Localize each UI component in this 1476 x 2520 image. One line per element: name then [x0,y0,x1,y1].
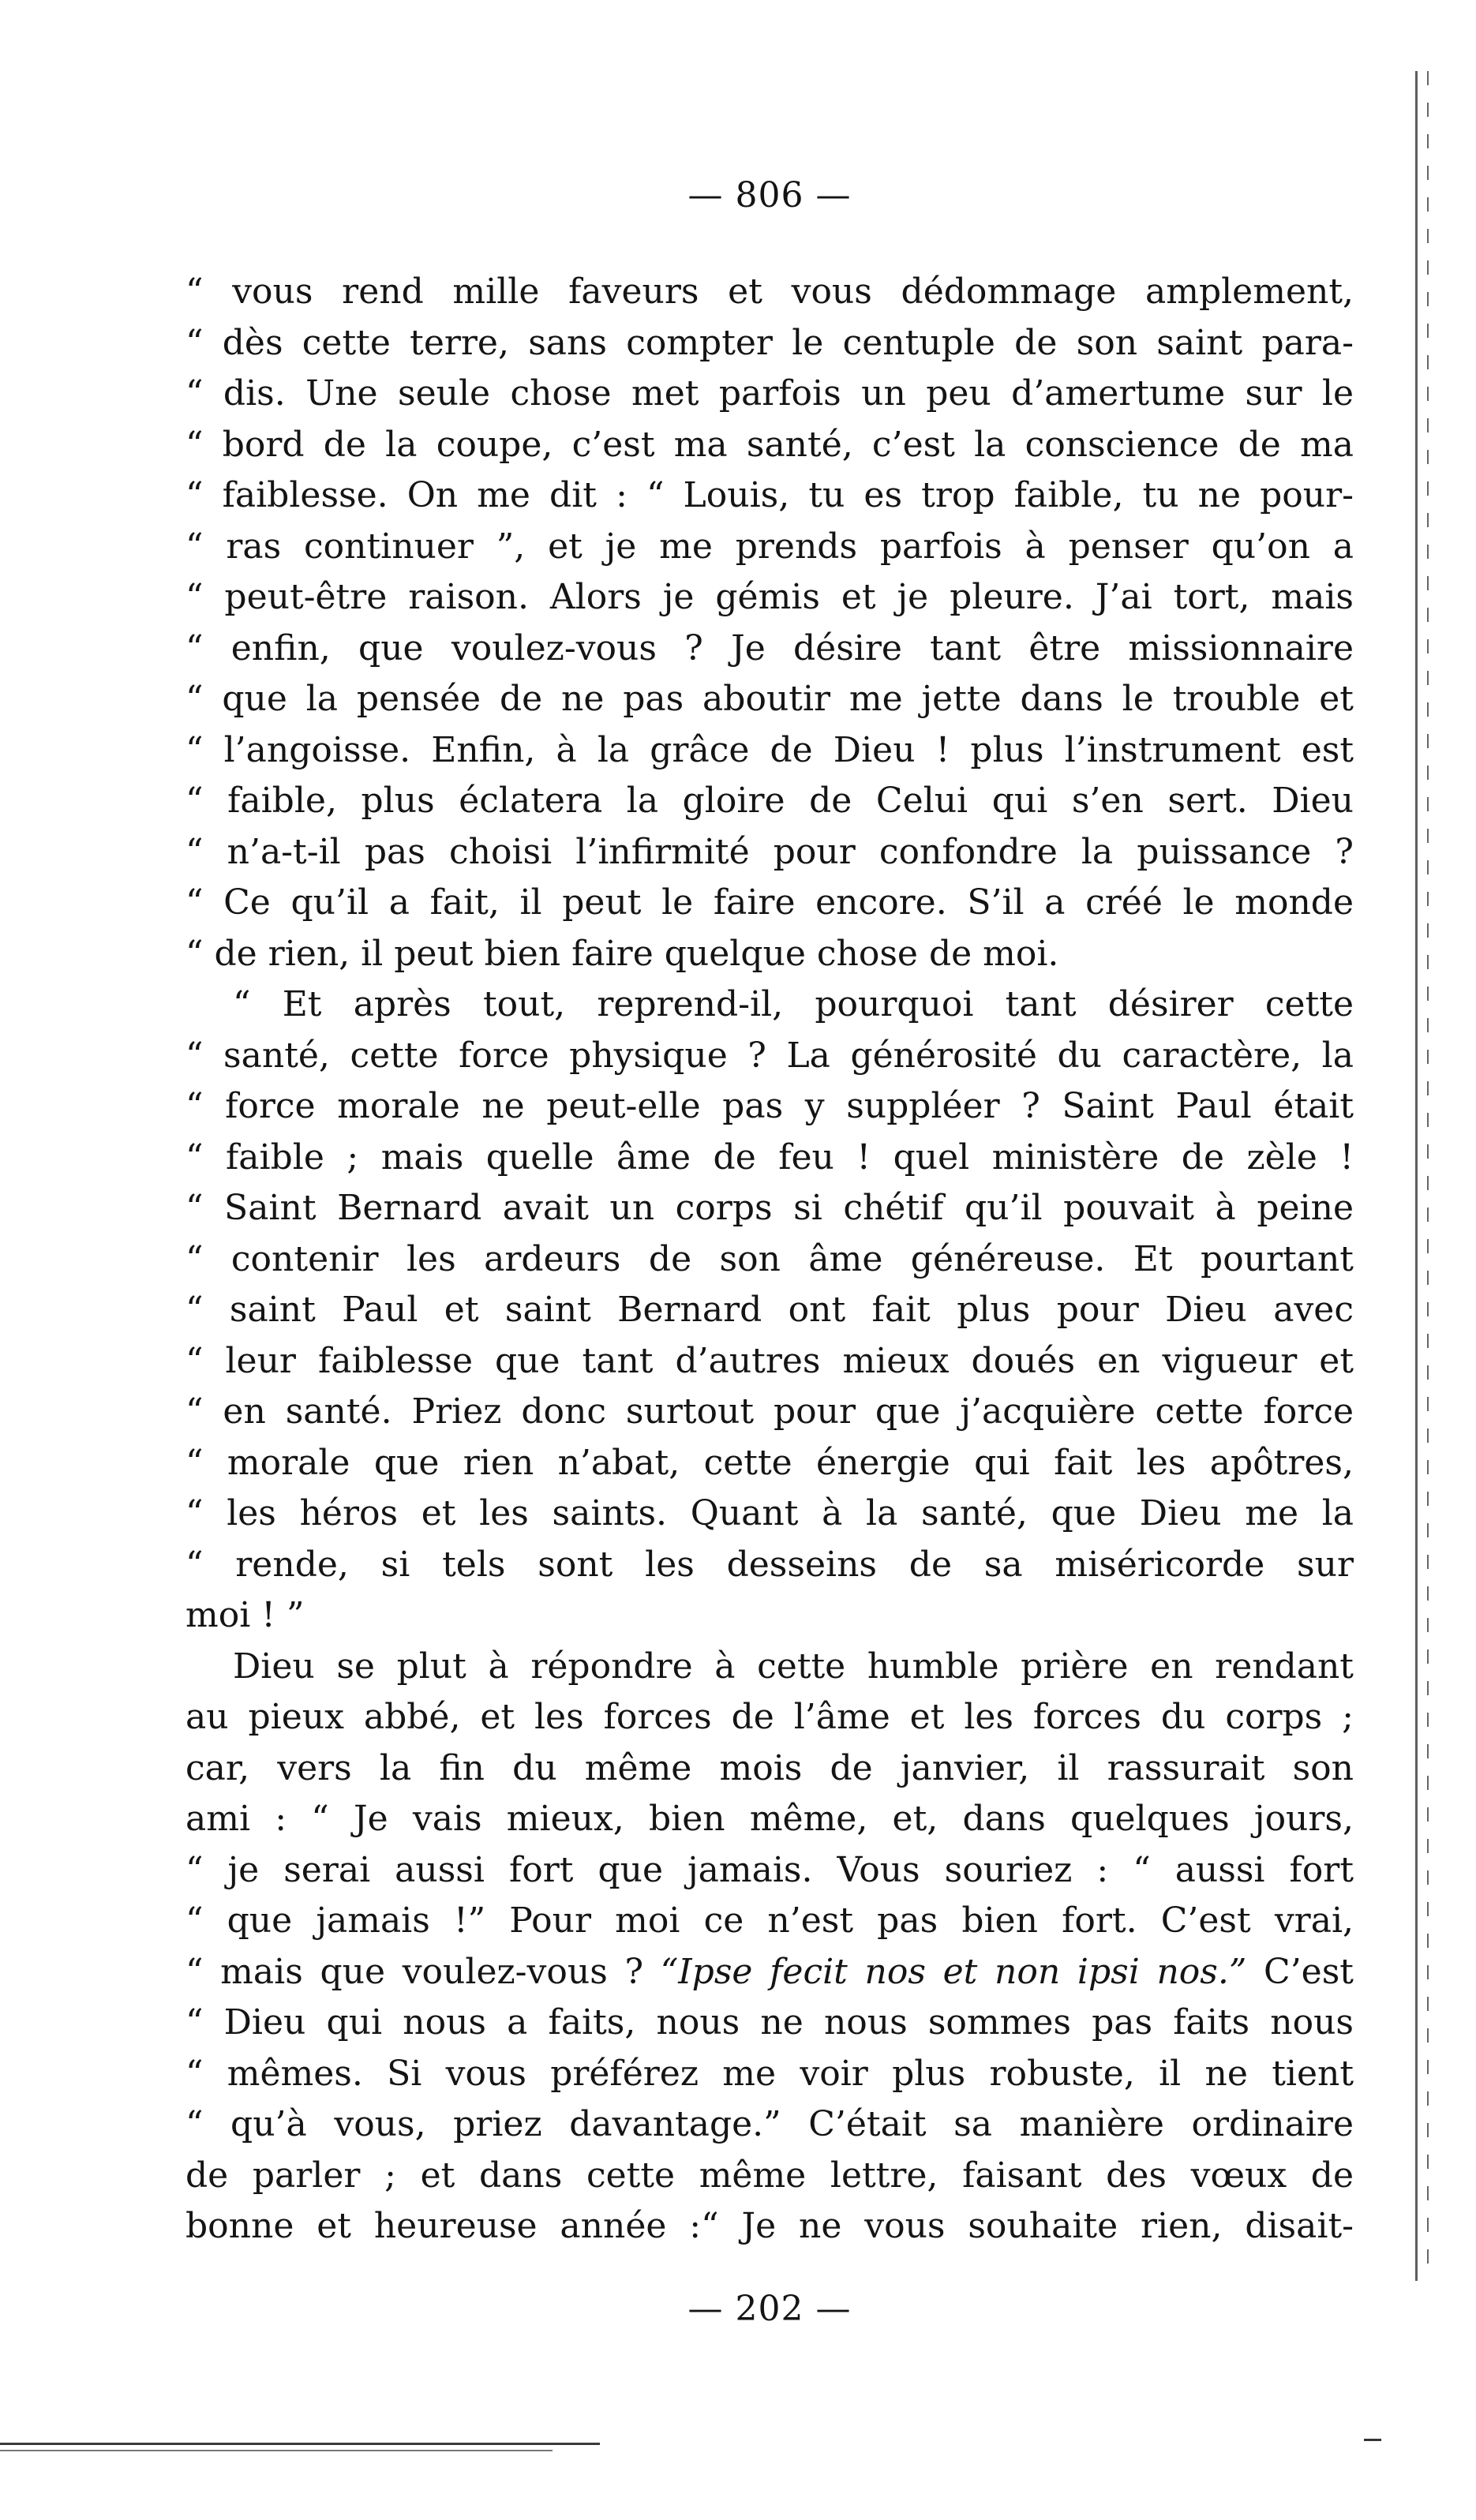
text-line: “ n’a-t-il pas choisi l’infirmité pour confondre la puissance ? [185,831,1354,872]
signature-number: — 202 — [687,2289,852,2329]
text-line-with-latin [185,1947,1354,1998]
text-line: “ mêmes. Si vous préférez me voir plus robuste, il ne tient [185,2053,1354,2094]
text-line: bonne et heureuse année :“ Je ne vous souhaite rien, disait- [185,2206,1354,2246]
text-line: de parler ; et dans cette même lettre, faisant des vœux de [185,2155,1354,2196]
text-line: “ que la pensée de ne pas aboutir me jette dans le trouble et [185,679,1354,719]
text-line: “ Ce qu’il a fait, il peut le faire encore. S’il a créé le monde [185,882,1354,923]
text-line: “ Dieu qui nous a faits, nous ne nous sommes pas faits nous [185,2002,1354,2043]
text-line: “ les héros et les saints. Quant à la santé, que Dieu me la [185,1493,1354,1533]
text-segment: “ mais que voulez-vous ? [185,1951,644,1992]
text-line: “ enfin, que voulez-vous ? Je désire tant être missionnaire [185,627,1354,668]
text-line: au pieux abbé, et les forces de l’âme et les forces du corps ; [185,1697,1354,1737]
text-line: “ faible, plus éclatera la gloire de Celui qui s’en sert. Dieu [185,781,1354,821]
text-line: “ saint Paul et saint Bernard ont fait plus pour Dieu avec [185,1290,1354,1330]
text-line: “ contenir les ardeurs de son âme généreuse. Et pourtant [185,1238,1354,1279]
text-line: “ morale que rien n’abat, cette énergie qui fait les apôtres, [185,1442,1354,1483]
text-line: “ que jamais !” Pour moi ce n’est pas bien fort. C’est vrai, [185,1900,1354,1941]
text-line: Dieu se plut à répondre à cette humble prière en rendant [233,1646,1354,1687]
text-line: “ dis. Une seule chose met parfois un peu d’amertume sur le [185,373,1354,414]
page-number: — 806 — [687,175,852,215]
text-line: “ je serai aussi fort que jamais. Vous souriez : “ aussi fort [185,1849,1354,1890]
text-line: “ faible ; mais quelle âme de feu ! quel ministère de zèle ! [185,1136,1354,1178]
text-line: “ peut-être raison. Alors je gémis et je pleure. J’ai tort, mais [185,577,1354,617]
text-line: “ en santé. Priez donc surtout pour que j’acquière cette force [185,1391,1354,1432]
bottom-edge-mark [1364,2439,1381,2441]
text-line: “ rende, si tels sont les desseins de sa miséricorde sur [185,1544,1354,1585]
text-line: “ qu’à vous, priez davantage.” C’était sa manière ordinaire [185,2104,1354,2144]
text-line: moi ! ” [185,1595,305,1635]
text-line: “ de rien, il peut bien faire quelque chose de moi. [185,933,1059,974]
text-line: “ Saint Bernard avait un corps si chétif qu’il pouvait à peine [185,1188,1354,1228]
text-line: car, vers la fin du même mois de janvier, il rassurait son [185,1747,1354,1788]
text-line: ami : “ Je vais mieux, bien même, et, dans quelques jours, [185,1799,1354,1839]
text-line: “ santé, cette force physique ? La générosité du caractère, la [185,1035,1354,1076]
text-line: “ ras continuer ”, et je me prends parfois à penser qu’on a [185,526,1354,567]
binding-edge [1415,71,1444,2281]
text-line: “ l’angoisse. Enfin, à la grâce de Dieu ! plus l’instrument est [185,729,1354,770]
text-line: “ Et après tout, reprend-il, pourquoi tant désirer cette [233,984,1354,1024]
text-line: “ bord de la coupe, c’est ma santé, c’est la conscience de ma [185,424,1354,465]
text-line: “ vous rend mille faveurs et vous dédommage amplement, [185,271,1354,312]
latin-quote: “Ipse fecit nos et non ipsi nos.” [660,1951,1247,1992]
text-line: “ dès cette terre, sans compter le centuple de son saint para- [185,322,1354,363]
text-line: “ faiblesse. On me dit : “ Louis, tu es trop faible, tu ne pour- [185,475,1354,515]
body-text [185,267,1354,2252]
bottom-edge-line [0,2443,600,2445]
text-line: “ leur faiblesse que tant d’autres mieux doués en vigueur et [185,1340,1354,1381]
bottom-edge-line [0,2450,553,2451]
text-line: “ force morale ne peut-elle pas y suppléer ? Saint Paul était [185,1086,1354,1126]
text-segment: C’est [1264,1951,1354,1992]
